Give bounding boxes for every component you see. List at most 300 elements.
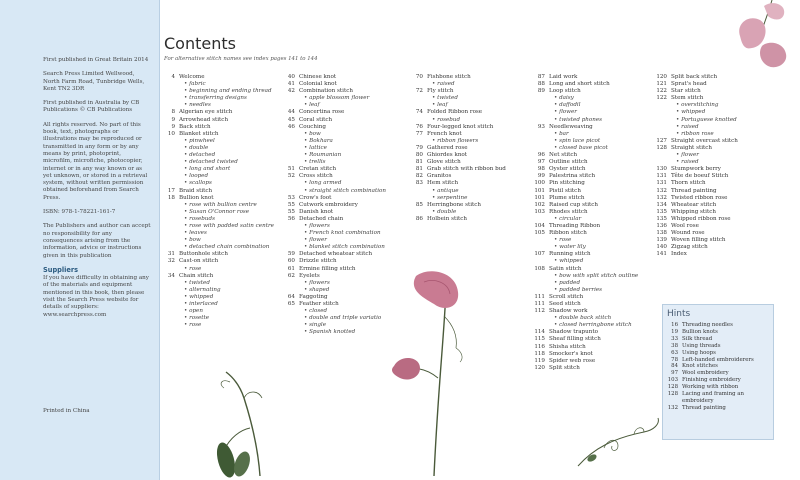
contents-entry <box>656 173 776 180</box>
hint-title: Bullion knots <box>682 328 718 335</box>
stitch-variation: • transferring designs <box>164 95 284 102</box>
stitch-variation: • Bokhara <box>284 138 404 145</box>
contents-entry <box>164 251 284 258</box>
page-number: 85 <box>415 201 423 208</box>
page-number: 72 <box>415 88 423 95</box>
contents-entry <box>656 180 776 187</box>
page-number: 9 <box>171 116 175 123</box>
contents-entry <box>534 301 654 308</box>
contents-entry <box>534 152 654 159</box>
stitch-variation: • whipped <box>656 109 776 116</box>
contents-entry <box>284 124 404 131</box>
page-number: 46 <box>287 123 295 130</box>
stitch-title: Algerian eye stitch <box>179 109 233 116</box>
stitch-title: Needleweaving <box>549 123 593 130</box>
page-number: 120 <box>656 74 667 80</box>
hint-entry <box>667 405 769 412</box>
stitch-variation: • circular <box>534 216 654 223</box>
stitch-variation: • detached <box>164 152 284 159</box>
page-number: 131 <box>656 180 667 187</box>
contents-entry <box>534 173 654 180</box>
contents-entry <box>656 209 776 216</box>
contents-entry <box>284 202 404 209</box>
stitch-variation: • spin lace picot <box>534 138 654 145</box>
stitch-title: Shadow trapunto <box>549 329 598 336</box>
stitch-title: Scroll stitch <box>549 293 584 300</box>
contents-entry <box>534 336 654 343</box>
stitch-variation: • water lily <box>534 244 654 251</box>
page-number: 52 <box>287 173 295 180</box>
stitch-title: Hem stitch <box>427 180 459 187</box>
stitch-variation: • whipped <box>164 294 284 301</box>
page-number: 61 <box>287 265 295 272</box>
page-number: 8 <box>171 109 175 116</box>
hint-entry <box>667 350 769 357</box>
stitch-variation: • scallops <box>164 180 284 187</box>
page-number: 74 <box>415 109 423 116</box>
isbn: ISBN: 978-1-78221-161-7 <box>43 209 116 216</box>
page-number: 81 <box>415 159 423 166</box>
stitch-variation: • bow <box>164 237 284 244</box>
page-number: 77 <box>415 130 423 137</box>
contents-entry <box>164 124 284 131</box>
page-number: 112 <box>534 308 545 315</box>
hint-entry <box>667 391 769 405</box>
page-number: 141 <box>656 251 667 258</box>
stitch-variation: • flowers <box>284 223 404 230</box>
contents-entry <box>164 74 284 81</box>
stitch-title: Straight stitch <box>671 144 712 151</box>
contents-entry <box>284 74 404 81</box>
stitch-variation: • rose with padded satin centre <box>164 223 284 230</box>
stitch-title: Welcome <box>179 74 205 80</box>
contents-entry <box>412 173 532 180</box>
stitch-variation: • daisy <box>534 95 654 102</box>
page-number: 83 <box>415 180 423 187</box>
stitch-variation: • looped <box>164 173 284 180</box>
stitch-title: Faggoting <box>299 293 328 300</box>
contents-entry <box>534 202 654 209</box>
contents-entry <box>412 109 532 116</box>
contents-entry <box>284 109 404 116</box>
contents-entry <box>534 209 654 216</box>
page-number: 60 <box>287 258 295 265</box>
contents-entry <box>284 81 404 88</box>
page-number: 55 <box>287 208 295 215</box>
stitch-variation: • antique <box>412 188 532 195</box>
stitch-title: Shisha stitch <box>549 343 586 350</box>
page-number: 65 <box>287 301 295 307</box>
contents-entry <box>534 166 654 173</box>
stitch-variation: • closed base picot <box>534 145 654 152</box>
contents-entry <box>656 188 776 195</box>
stitch-title: Ribbon stitch <box>549 230 587 237</box>
contents-entry <box>656 230 776 237</box>
page-number: 18 <box>167 194 175 201</box>
stitch-title: Split stitch <box>549 364 580 371</box>
stitch-variation: • rose <box>164 322 284 329</box>
imprint-text <box>43 57 151 326</box>
page-number: 108 <box>534 265 545 272</box>
index-note: For alternative stitch names see index pages 141 to 144 <box>164 56 318 62</box>
page-number: 139 <box>656 237 667 244</box>
page-number: 55 <box>287 201 295 208</box>
stitch-title: Detached wheatear stitch <box>299 251 373 258</box>
stitch-title: Feather stitch <box>299 301 339 307</box>
stitch-title: Wool rose <box>671 222 699 229</box>
stitch-title: Spider web rose <box>549 357 596 364</box>
contents-entry <box>534 308 654 315</box>
hint-title: Using threads <box>682 342 721 349</box>
page-number: 104 <box>534 222 545 229</box>
page-number: 132 <box>656 187 667 194</box>
page-number: 97 <box>537 159 545 166</box>
stitch-variation: • French knot combination <box>284 230 404 237</box>
page-number: 135 <box>656 215 667 222</box>
hint-entry <box>667 370 769 377</box>
page-number: 93 <box>537 123 545 130</box>
stitch-title: Ghiordes knot <box>427 152 468 159</box>
page-number: 111 <box>534 293 545 300</box>
stitch-variation: • double and triple variatio <box>284 315 404 322</box>
stitch-title: Whipped ribbon rose <box>671 215 731 222</box>
stitch-variation: • ribbon flowers <box>412 138 532 145</box>
page-number: 80 <box>415 152 423 159</box>
page-number: 103 <box>534 208 545 215</box>
page-number: 87 <box>537 74 545 80</box>
stitch-variation: • bow <box>284 131 404 138</box>
contents-entry <box>656 81 776 88</box>
page-number: 79 <box>415 144 423 151</box>
contents-entry <box>412 152 532 159</box>
stitch-variation: • shaped <box>284 287 404 294</box>
stitch-variation: • closed <box>284 308 404 315</box>
stitch-title: Couching <box>299 123 326 130</box>
page-number: 63 <box>671 349 678 356</box>
stitch-variation: • long and short <box>164 166 284 173</box>
page-number: 17 <box>167 187 175 194</box>
stitch-title: Concertina rose <box>299 109 345 116</box>
hint-entry <box>667 377 769 384</box>
stitch-variation: • rosette <box>164 315 284 322</box>
stitch-variation: • rose with bullion centre <box>164 202 284 209</box>
hint-title: Using hoops <box>682 349 716 356</box>
contents-entry <box>412 159 532 166</box>
imprint-para: First published in Australia by CB Publications © CB Publications <box>43 100 140 114</box>
stitch-variation: • straight stitch combination <box>284 188 404 195</box>
stitch-title: Shadow work <box>549 308 588 315</box>
stitch-variation: • rose <box>534 237 654 244</box>
stitch-title: Rhodes stitch <box>549 208 588 215</box>
contents-entry <box>412 145 532 152</box>
stitch-variation: • Spanish knotted <box>284 329 404 336</box>
stitch-variation: • Susan O'Connor rose <box>164 209 284 216</box>
imprint-para: First published in Great Britain 2014 <box>43 57 149 63</box>
suppliers-heading: Suppliers <box>43 265 79 274</box>
hint-entry <box>667 329 769 336</box>
stitch-title: Bullion knot <box>179 194 214 201</box>
stitch-title: Thread painting <box>671 187 717 194</box>
stitch-title: Glove stitch <box>427 159 461 166</box>
stitch-title: Running stitch <box>549 251 591 258</box>
page-number: 107 <box>534 251 545 258</box>
stitch-variation: • Roumanian <box>284 152 404 159</box>
hint-title: Thread painting <box>682 404 726 411</box>
stitch-variation: • raised <box>656 159 776 166</box>
hints-title: Hints <box>667 309 691 319</box>
page-number: 101 <box>534 194 545 201</box>
stitch-variation: • alternating <box>164 287 284 294</box>
stitch-variation: • detached chain combination <box>164 244 284 251</box>
contents-entry <box>656 88 776 95</box>
stitch-title: Eyelets <box>299 272 320 279</box>
pressed-flower-illustration-left <box>200 368 290 478</box>
stitch-title: Thorn stitch <box>671 180 706 187</box>
stitch-variation: • twisted <box>164 280 284 287</box>
stitch-variation: • ribbon rose <box>656 131 776 138</box>
stitch-variation: • bow with split stitch outline <box>534 273 654 280</box>
stitch-title: Straight overcast stitch <box>671 137 738 144</box>
contents-entry <box>656 74 776 81</box>
stitch-title: Long and short stitch <box>549 81 610 88</box>
imprint-para: The Publishers and author can accept no responsibility for any consequences arising from the information, advice or instructions given in this publication <box>43 223 151 259</box>
contents-entry <box>412 131 532 138</box>
stitch-title: Herringbone stitch <box>427 201 482 208</box>
stitch-variation: • rose <box>164 266 284 273</box>
contents-entry <box>284 117 404 124</box>
stitch-title: Braid stitch <box>179 187 213 194</box>
stitch-variation: • twisted phones <box>534 117 654 124</box>
stitch-title: Oyster stitch <box>549 166 586 173</box>
page-number: 78 <box>671 356 678 363</box>
stitch-variation: • interlaced <box>164 301 284 308</box>
stitch-title: Fly stitch <box>427 88 454 95</box>
page-number: 128 <box>667 391 678 398</box>
stitch-variation: • padded berries <box>534 287 654 294</box>
stitch-variation: • rosebuds <box>164 216 284 223</box>
stitch-title: Combination stitch <box>299 88 353 95</box>
page-number: 41 <box>287 81 295 88</box>
page-number: 136 <box>656 222 667 229</box>
hint-entry <box>667 363 769 370</box>
pressed-sweet-pea-illustration <box>386 268 486 478</box>
page-number: 114 <box>534 329 545 336</box>
printed-in: Printed in China <box>43 408 90 414</box>
stitch-title: Wheatear stitch <box>671 201 717 208</box>
contents-entry <box>534 88 654 95</box>
stitch-variation: • closed herringbone stitch <box>534 322 654 329</box>
stitch-title: Cutwork embroidery <box>299 201 358 208</box>
stitch-title: Grab stitch with ribbon bud <box>427 166 506 173</box>
page-number: 33 <box>671 335 678 342</box>
contents-entry <box>164 195 284 202</box>
stitch-title: Zigzag stitch <box>671 244 708 251</box>
page-number: 64 <box>287 293 295 300</box>
stitch-title: Stem stitch <box>671 95 704 102</box>
contents-entry <box>656 251 776 258</box>
stitch-title: Gathered rose <box>427 144 468 151</box>
imprint-para: Search Press Limited Wellwood, North Farm Road, Tunbridge Wells, Kent TN2 3DR <box>43 71 145 92</box>
contents-entry <box>656 237 776 244</box>
stitch-title: Loop stitch <box>549 88 581 95</box>
stitch-variation: • daffodil <box>534 102 654 109</box>
page-number: 53 <box>287 194 295 201</box>
stitch-variation: • overstitching <box>656 102 776 109</box>
stitch-title: Chinese knot <box>299 74 337 80</box>
page-title: Contents <box>164 34 236 53</box>
stitch-variation: • lattice <box>284 145 404 152</box>
contents-entry <box>164 117 284 124</box>
contents-entry <box>412 202 532 209</box>
contents-entry <box>534 195 654 202</box>
stitch-title: Laid work <box>549 74 578 80</box>
contents-entry <box>656 216 776 223</box>
stitch-title: Sprat's head <box>671 81 707 88</box>
contents-entry <box>284 166 404 173</box>
page-number: 70 <box>415 74 423 80</box>
page-number: 89 <box>537 88 545 95</box>
stitch-title: Chain stitch <box>179 272 214 279</box>
page-number: 120 <box>534 364 545 371</box>
hint-title: Wool embroidery <box>682 370 729 377</box>
page-number: 111 <box>534 301 545 307</box>
page-number: 59 <box>287 251 295 258</box>
page-number: 40 <box>287 74 295 80</box>
stitch-title: Net stitch <box>549 152 578 159</box>
page-number: 132 <box>667 404 678 411</box>
stitch-title: Back stitch <box>179 123 211 130</box>
hint-entry <box>667 357 769 364</box>
stitch-title: Drizzle stitch <box>299 258 337 265</box>
stitch-variation: • whipped <box>534 258 654 265</box>
hints-box <box>662 304 774 440</box>
stitch-title: Arrowhead stitch <box>179 116 229 123</box>
stitch-variation: • fabric <box>164 81 284 88</box>
page-number: 97 <box>671 370 678 377</box>
stitch-title: Palestrina stitch <box>549 173 596 180</box>
stitch-variation: • leaf <box>284 102 404 109</box>
page-number: 38 <box>671 342 678 349</box>
stitch-variation: • leaf <box>412 102 532 109</box>
page-number: 127 <box>656 137 667 144</box>
contents-entry <box>284 258 404 265</box>
contents-entry <box>534 266 654 273</box>
contents-entry <box>412 166 532 173</box>
stitch-title: Raised cup stitch <box>549 201 598 208</box>
stitch-title: Blanket stitch <box>179 130 219 137</box>
contents-entry <box>534 159 654 166</box>
stitch-title: Wound rose <box>671 230 705 237</box>
contents-entry <box>412 74 532 81</box>
page-number: 42 <box>287 88 295 95</box>
stitch-title: Star stitch <box>671 88 701 95</box>
page-number: 128 <box>656 144 667 151</box>
hint-title: Knot stitches <box>682 363 718 370</box>
page-number: 131 <box>656 173 667 180</box>
page-number: 118 <box>534 350 545 357</box>
contents-column-3 <box>412 74 532 223</box>
stitch-variation: • flower <box>284 237 404 244</box>
contents-entry <box>164 131 284 138</box>
stitch-variation: • trellis <box>284 159 404 166</box>
page-number: 102 <box>534 201 545 208</box>
page-number: 130 <box>656 166 667 173</box>
stitch-title: Stumpwork berry <box>671 166 721 173</box>
page-number: 115 <box>534 336 545 343</box>
stitch-title: Index <box>671 251 687 258</box>
page-number: 56 <box>287 215 295 222</box>
page-number: 100 <box>534 180 545 187</box>
stitch-title: Crow's foot <box>299 194 332 201</box>
hint-entry <box>667 343 769 350</box>
stitch-title: Danish knot <box>299 208 334 215</box>
contents-entry <box>656 223 776 230</box>
contents-entry <box>164 188 284 195</box>
stitch-title: Cretan stitch <box>299 166 337 173</box>
contents-entry <box>534 223 654 230</box>
page-number: 81 <box>415 166 423 173</box>
hint-entry <box>667 322 769 329</box>
page-number: 31 <box>167 251 175 258</box>
stitch-variation: • Portuguese knotted <box>656 117 776 124</box>
stitch-variation: • pinwheel <box>164 138 284 145</box>
stitch-title: Holbein stitch <box>427 215 467 222</box>
page-number: 16 <box>671 322 678 328</box>
stitch-variation: • long armed <box>284 180 404 187</box>
stitch-title: Twisted ribbon rose <box>671 194 728 201</box>
hint-title: Left-handed embroiderers <box>682 356 754 363</box>
page-number: 9 <box>171 123 175 130</box>
contents-entry <box>284 251 404 258</box>
stitch-title: Fishbone stitch <box>427 74 471 80</box>
contents-entry <box>534 188 654 195</box>
hint-title: Finishing embroidery <box>682 377 741 384</box>
contents-entry <box>164 273 284 280</box>
stitch-title: Threading Ribbon <box>549 222 601 229</box>
stitch-variation: • beginning and ending thread <box>164 88 284 95</box>
stitch-variation: • flower <box>534 109 654 116</box>
stitch-title: Split back stitch <box>671 74 718 80</box>
hint-title: Lacing and framing an embroidery <box>682 391 744 404</box>
contents-entry <box>284 216 404 223</box>
stitch-title: Plume stitch <box>549 194 585 201</box>
page-number: 101 <box>534 187 545 194</box>
page-number: 132 <box>656 194 667 201</box>
imprint-para: All rights reserved. No part of this book, text, photographs or illustrations may be reproduced or transmitted in any form or by any means by print, photoprint, microfilm, microfiche, photocopier, internet or in any way known or as yet unknown, or stored in a retrieval system, without written permission obtained beforehand from Search Press. <box>43 121 148 201</box>
hint-title: Silk thread <box>682 335 713 342</box>
stitch-title: Outline stitch <box>549 159 588 166</box>
hints-list <box>667 322 769 412</box>
stitch-title: Sheaf filling stitch <box>549 336 601 343</box>
stitch-variation: • open <box>164 308 284 315</box>
page-number: 103 <box>667 377 678 384</box>
stitch-variation: • double back stitch <box>534 315 654 322</box>
contents-entry <box>656 202 776 209</box>
contents-entry <box>656 95 776 102</box>
contents-entry <box>164 109 284 116</box>
stitch-title: Whipping stitch <box>671 208 716 215</box>
stitch-variation: • raised <box>412 81 532 88</box>
page-number: 99 <box>537 173 545 180</box>
stitch-variation: • detached twisted <box>164 159 284 166</box>
contents-entry <box>412 180 532 187</box>
page-number: 19 <box>671 328 678 335</box>
page-number: 10 <box>167 130 175 137</box>
page-number: 76 <box>415 123 423 130</box>
stitch-title: Satin stitch <box>549 265 582 272</box>
page-number: 138 <box>656 230 667 237</box>
suppliers-text: If you have difficulty in obtaining any of the materials and equipment mentioned in this book, then please visit the Search Press website for details of suppliers: www.searchpress.com <box>43 275 149 318</box>
